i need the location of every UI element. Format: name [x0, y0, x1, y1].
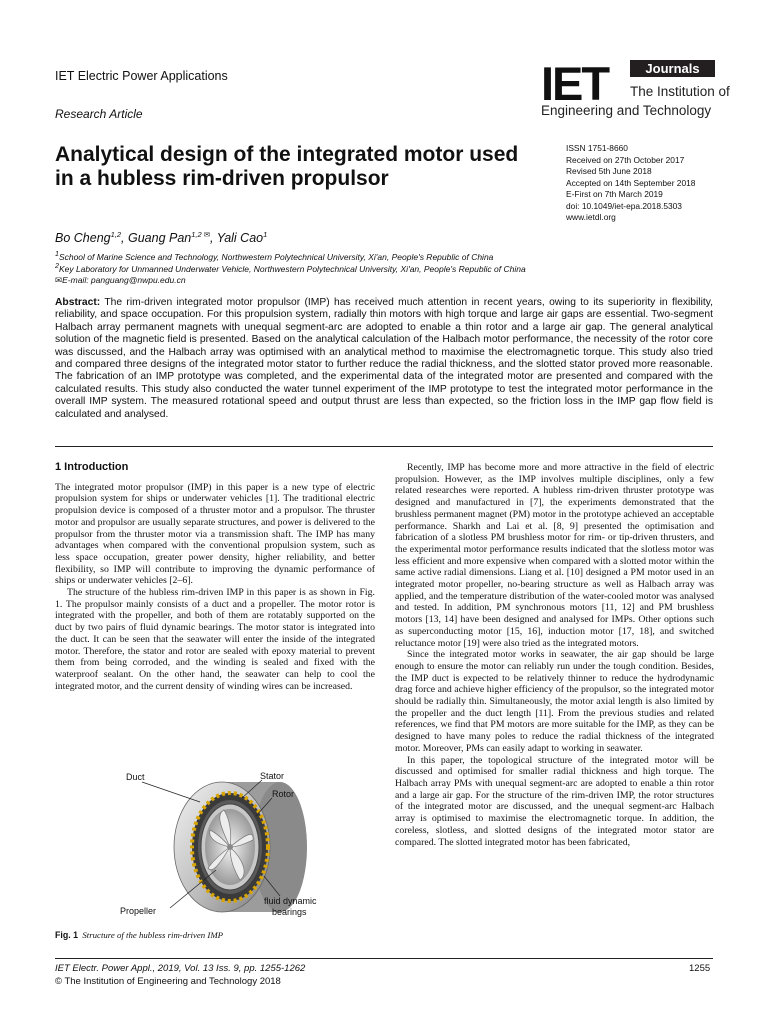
envelope-icon: ✉	[55, 275, 63, 285]
right-column	[395, 462, 714, 848]
affiliation-text: Key Laboratory for Unmanned Underwater Vehicle, Northwestern Polytechnical University, Xi'an, People's Republic of China	[58, 263, 526, 274]
left-column	[55, 462, 375, 692]
paragraph: In this paper, the topological structure of the integrated motor will be discussed and optimised for smaller radial thickness and high torque. The Halbach array PMs with unequal segment-arc are adopted to enable a thin rotor and a large air gap. For the structure of the rim-driven IMP, the rotor structures of the integrated motor are discussed, and the unequal segment-arc Halbach array is optimised to maximise the electromagnetic torque. In addition, the coreless, slotless, and slotted designs of the integrated motor stator are compared. The slotted integrated motor has been fabricated,	[395, 754, 714, 848]
paragraph: The integrated motor propulsor (IMP) in this paper is a new type of electric propulsion system for ships or underwater vehicles [1]. The traditional electric propulsion device is composed of a thruster motor and a propulsor. The thruster motor and propulsor are usually separate structures, and power is delivered to the propulsor from the thruster motor via a transmission shaft. The IMP has many advantages when compared with the conventional propulsion system, such as less space occupation, greater power density, higher reliability, and better flexibility, so IMP will contribute to improving the dynamic performance of ships or underwater vehicles [2–6].	[55, 481, 375, 587]
article-metadata	[566, 143, 695, 224]
article-type: Research Article	[55, 107, 143, 121]
author-name: Guang Pan	[128, 231, 192, 246]
author-name: Yali Cao	[216, 231, 264, 246]
received-date: Received on 27th October 2017	[566, 154, 685, 165]
logo-institution-line1: The Institution of	[630, 84, 730, 99]
email-text[interactable]: E-mail: panguang@nwpu.edu.cn	[62, 275, 186, 285]
author-list: Bo Cheng$^{1,2}$, Guang Pan$^{1,2 ✉}$, Yali Cao$^1$	[55, 230, 268, 246]
label-bearings-line1: fluid dynamic	[264, 896, 317, 906]
website-link[interactable]: www.ietdl.org	[566, 212, 616, 222]
doi-link[interactable]: doi: 10.1049/iet-epa.2018.5303	[566, 200, 682, 211]
paragraph: Since the integrated motor works in seawater, the air gap should be large enough to ensure the motor can reliably run under the tough condition. Besides, the IMP duct is expected to be relatively thinner to reduce the hydrodynamic drag force and achieve higher efficiency of the propulsor, so the integrated motor should be radially thin. Simultaneously, the motor axial length is also limited by the propeller and the duct length [11]. From the previous studies and related references, we find that PM motors are more suitable for the IMP, as they can be designed to have many poles to reduce the radial thickness of the integrated motor. Moreover, PMs can easily adapt to working in seawater.	[395, 649, 714, 754]
issn: ISSN 1751-8660	[566, 143, 628, 153]
figure-caption-text: Structure of the hubless rim-driven IMP	[82, 930, 224, 940]
abstract-label: Abstract:	[55, 297, 101, 308]
paragraph: The structure of the hubless rim-driven IMP in this paper is as shown in Fig. 1. The propulsor mainly consists of a duct and a propeller. The motor rotor is integrated with the propeller, and both of them are rotatably supported on the duct by two pairs of fluid dynamic bearings. The motor stator is integrated into the duct. It can be seen that the seawater will enter the inside of the integrated motor. Therefore, the stator and rotor are sealed with epoxy material to prevent them from being corroded, and the winding is sealed and fixed with the waterproof sealant. On the other hand, the seawater can help to cool the integrated motor, and the current density of winding wires can be increased.	[55, 587, 375, 692]
revised-date: Revised 5th June 2018	[566, 166, 652, 176]
logo-institution-line2: Engineering and Technology	[541, 103, 712, 118]
figure-caption-label: Fig. 1	[55, 930, 78, 940]
affiliation-2	[55, 262, 526, 274]
affiliation-marker: 2	[55, 262, 59, 270]
author-affiliation-marker: 1	[263, 230, 268, 239]
footer-citation: IET Electr. Power Appl., 2019, Vol. 13 Iss. 9, pp. 1255-1262	[55, 963, 306, 974]
label-rotor: Rotor	[272, 789, 295, 799]
abstract	[55, 297, 713, 421]
label-duct: Duct	[126, 772, 145, 782]
label-stator: Stator	[260, 771, 285, 781]
hub-center	[227, 844, 233, 850]
iet-logo[interactable]	[541, 57, 730, 123]
section-heading: 1 Introduction	[55, 461, 129, 473]
section-divider	[55, 446, 713, 447]
efirst-date: E-First on 7th March 2019	[566, 189, 663, 199]
affiliation-marker: 1	[55, 250, 59, 258]
footer-copyright: © The Institution of Engineering and Technology 2018	[55, 976, 281, 987]
accepted-date: Accepted on 14th September 2018	[566, 177, 696, 188]
logo-journals-badge: Journals	[630, 60, 715, 77]
corresponding-email[interactable]	[55, 275, 186, 286]
figure-imp-structure	[112, 768, 344, 920]
author-affiliation-marker: 1,2 ✉	[191, 230, 211, 239]
logo-mark: IET	[541, 57, 609, 110]
footer-divider	[55, 958, 713, 959]
abstract-text: The rim-driven integrated motor propulsor (IMP) has received much attention in recent years, owing to its superiority in flexibility, reliability, and space occupation. For this propulsion system, radially thin motors with high torque and large air gaps are essential. Two-segment Halbach array permanent magnets with unequal segment-arc are adopted to enable a thin rotor and a large air gap. The general analytical solution of the magnetic field is presented. Based on the analytical calculation of the Halbach motor performance, the necessity of the rotor core was discussed, and the Halbach array was optimised with an analytical method to maximise the electromagnetic torque. This study also tried and compared three designs of the integrated motor stator to further reduce the radial thickness, and the slotted stator proved more reasonable. The fabrication of an IMP prototype was completed, and the experimental data of the integrated motor are presented and compared with the calculated results. This study also conducted the water tunnel experiment of the IMP prototype to test the integrated motor performance in the overall IMP system. The measured rotational speed and output thrust are less than expected, so the friction loss in the IMP gap flow field is calculated and analysed.	[55, 297, 713, 420]
paper-title: Analytical design of the integrated motor used in a hubless rim-driven propulsor	[55, 143, 519, 190]
label-propeller: Propeller	[120, 906, 157, 916]
affiliation-1	[55, 250, 493, 262]
affiliation-text: School of Marine Science and Technology, Northwestern Polytechnical University, Xi'an, People's Republic of China	[58, 251, 494, 262]
paragraph: Recently, IMP has become more and more attractive in the field of electric propulsion. However, as the IMP involves multiple disciplines, only a few related researches were reported. A hubless rim-driven thruster prototype was designed and manufactured in [7], the experiments demonstrated that the brushless permanent magnet (PM) motor in the prototype achieved an acceptable performance. Sharkh and Lai et al. [8, 9] presented the optimisation and fabrication of a slotless PM brushless motor for rim- or tip-driven thrusters, and the experimental motor performance results indicated that the slotless motor was less efficient and more expensive when compared with a slotted motor within the same active radial dimensions. Liang et al. [10] designed a PM motor used in an integrated motor propeller, no-bearing structure as well as Halbach array was applied, and the temperature distribution of the water-cooled motor was analysed and tested. In addition, PM synchronous motors [11, 12] and PM brushless motors [13, 14] have been designed and analysed for IMPs. Other options such as superconducting motor [15, 16], induction motor [17, 18], and switched reluctance motor [19] were also tried as the integrated motors.	[395, 462, 714, 649]
author-affiliation-marker: 1,2	[110, 230, 122, 239]
figure-caption	[55, 930, 223, 940]
page-number: 1255	[689, 963, 711, 974]
label-bearings-line2: bearings	[272, 907, 307, 917]
journal-name: IET Electric Power Applications	[55, 69, 228, 83]
author-name: Bo Cheng	[55, 231, 111, 246]
